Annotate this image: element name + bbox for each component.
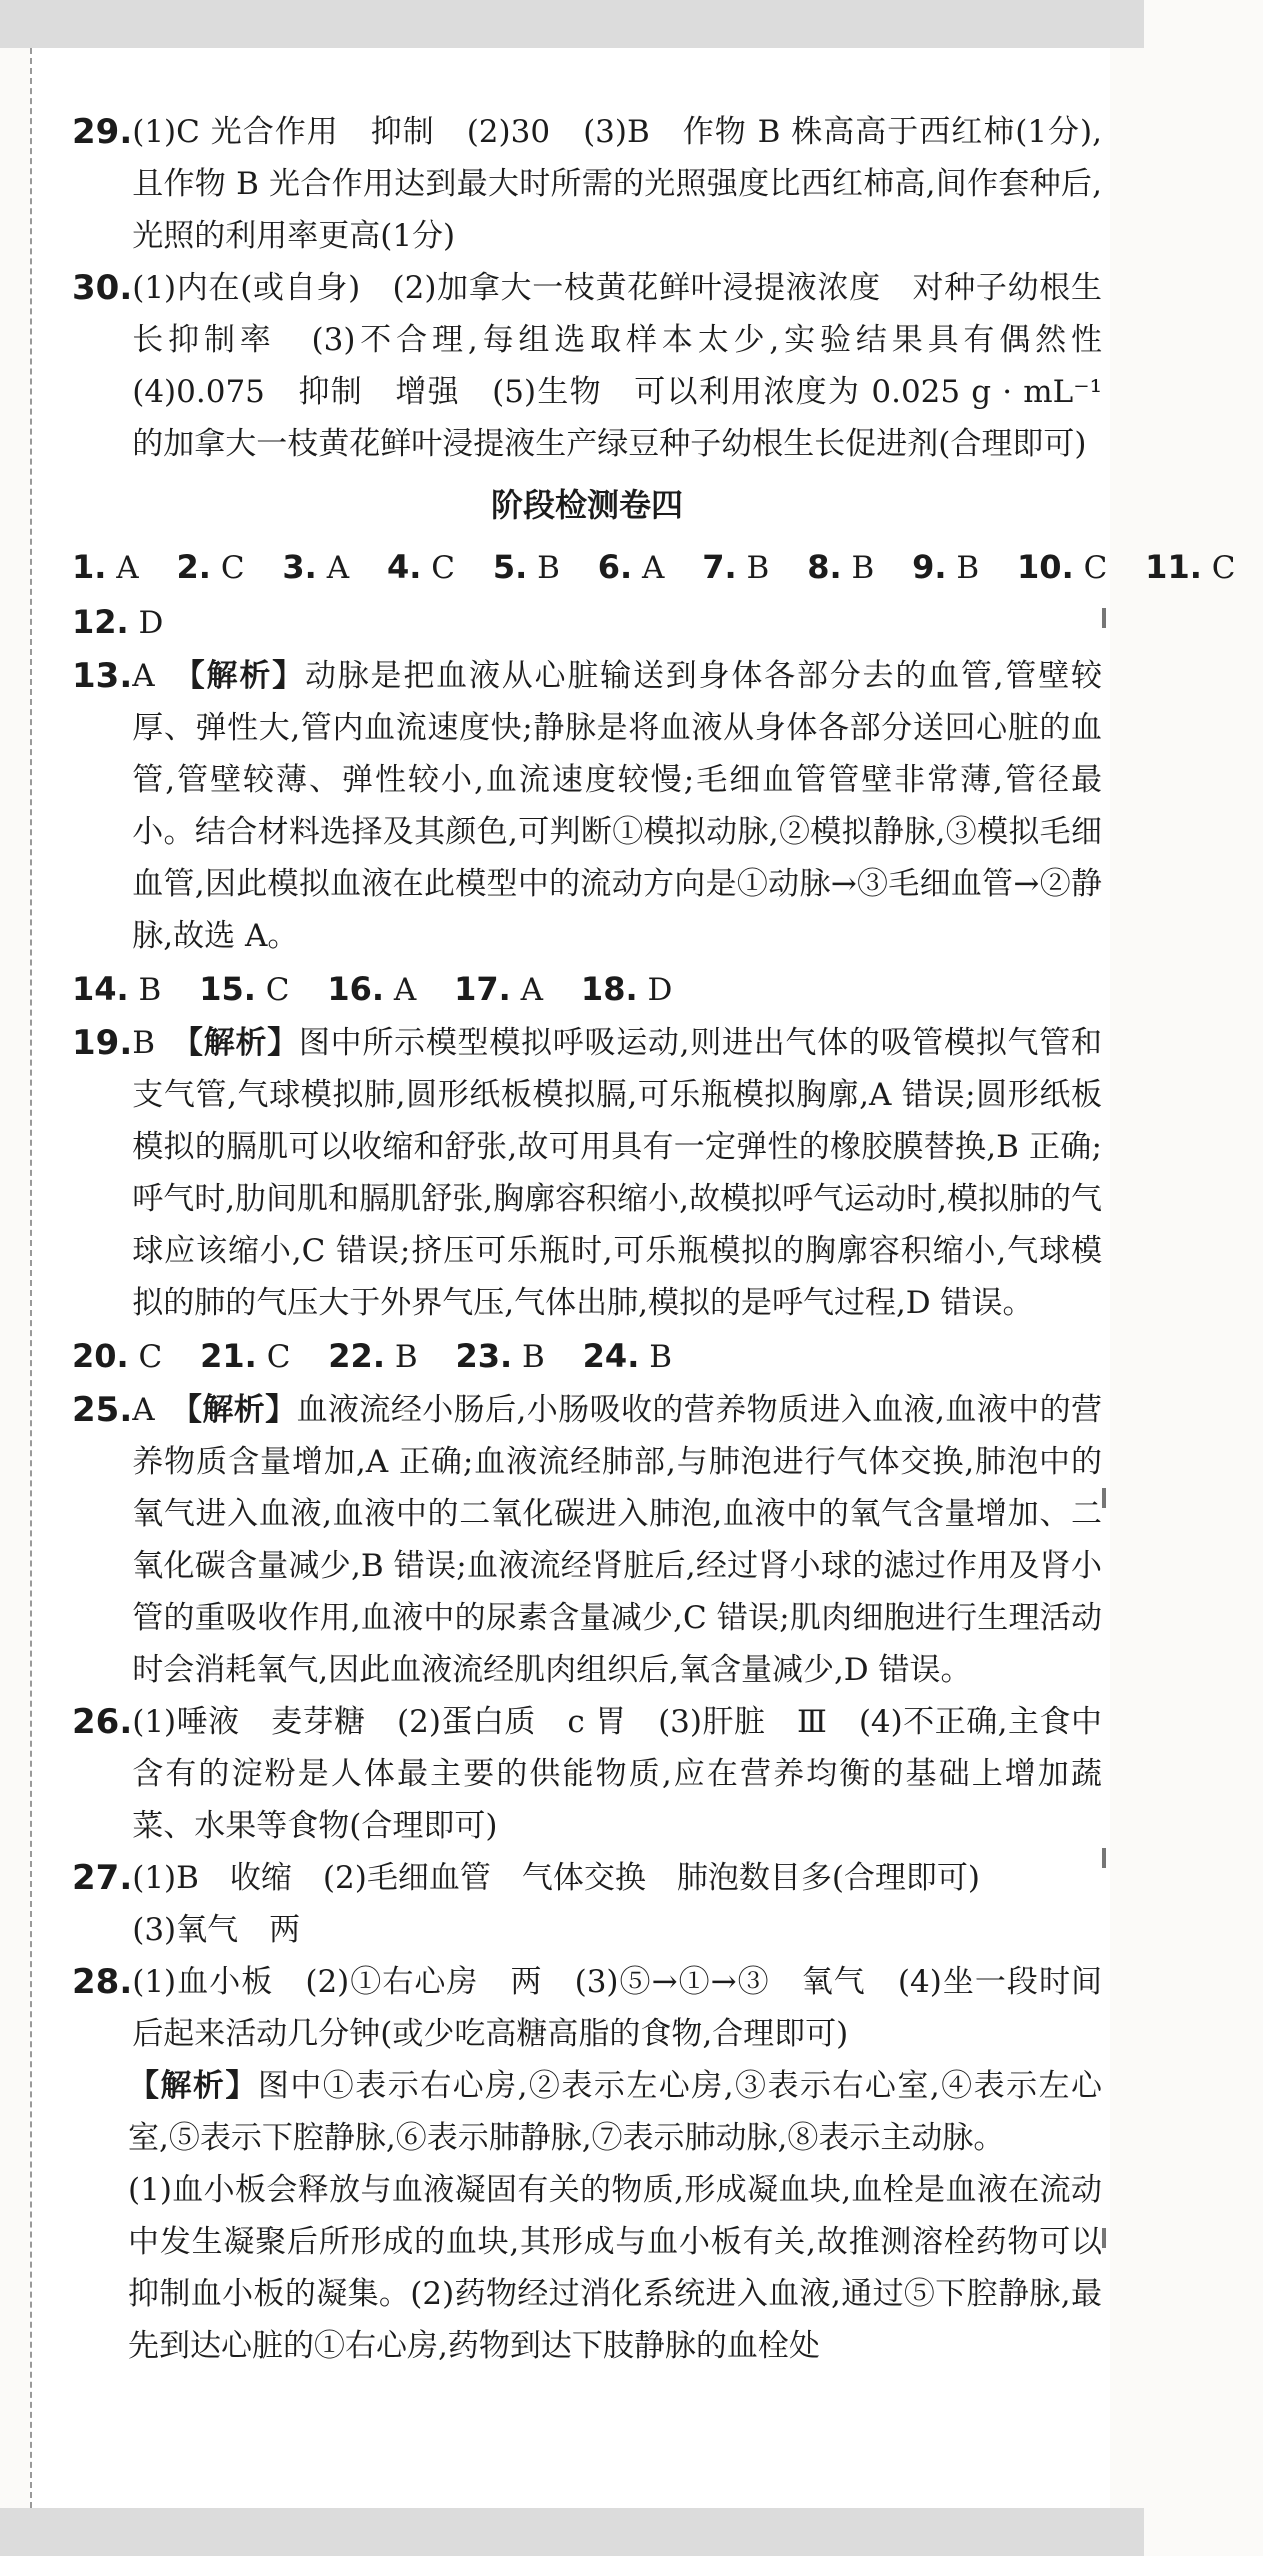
question-number: 29. bbox=[72, 112, 133, 152]
question-number: 25. bbox=[72, 1390, 133, 1430]
choice-answer: A bbox=[326, 550, 350, 586]
answer-content bbox=[72, 106, 1236, 2372]
question-number: 12. bbox=[72, 603, 129, 641]
question-number: 1. bbox=[72, 548, 107, 586]
question-number: 15. bbox=[199, 970, 256, 1008]
choice-answer: A bbox=[393, 972, 417, 1008]
question-number: 3. bbox=[282, 548, 317, 586]
choice-answer: A bbox=[642, 550, 665, 586]
mc-answers-row bbox=[72, 962, 1102, 1017]
question-number: 21. bbox=[200, 1337, 257, 1375]
choice-answer: C bbox=[138, 1339, 163, 1375]
answer-text: (1)血小板 (2)①右心房 两 (3)⑤→①→③ 氧气 (4)坐一段时间后起来活动几分钟(或少吃高糖高脂的食物,合理即可) bbox=[132, 1964, 1102, 2052]
choice-answer: B bbox=[956, 550, 980, 586]
analysis-text: 动脉是把血液从心脏输送到身体各部分去的血管,管壁较厚、弹性大,管内血流速度快;静脉是将血液从身体各部分送回心脏的血管,管壁较薄、弹性较小,血流速度较慢;毛细血管管壁非常薄,管径最小。结合材料选择及其颜色,可判断①模拟动脉,②模拟静脉,③模拟毛细血管,因此模拟血液在此模型中的流动方向是①动脉→③毛细血管→②静脉,故选 A。 bbox=[132, 658, 1103, 954]
analysis-tag: 【解析】 bbox=[189, 658, 305, 694]
question-number: 26. bbox=[72, 1702, 133, 1742]
choice-answer: C bbox=[1083, 550, 1108, 586]
section-title: 阶段检测卷四 bbox=[490, 486, 683, 524]
question-number: 8. bbox=[807, 548, 842, 586]
analysis-tag: 【解析】 bbox=[186, 1392, 297, 1428]
question-number: 16. bbox=[327, 970, 385, 1008]
question-number: 14. bbox=[72, 970, 129, 1008]
choice-answer: A bbox=[520, 972, 544, 1008]
answer-text bbox=[132, 1384, 1102, 1696]
choice-answer: D bbox=[138, 605, 164, 641]
choice-answer: B bbox=[746, 550, 770, 586]
analysis-text: 图中所示模型模拟呼吸运动,则进出气体的吸管模拟气管和支气管,气球模拟肺,圆形纸板模拟膈,可乐瓶模拟胸廓,A 错误;圆形纸板模拟的膈肌可以收缩和舒张,故可用具有一定弹性的橡胶膜替换,B 正确;呼气时,肋间肌和膈肌舒张,胸廓容积缩小,故模拟呼气运动时,模拟肺的气球应该缩小,C 错误;挤压可乐瓶时,可乐瓶模拟的胸廓容积缩小,气球模拟的肺的气压大于外界气压,气体出肺,模拟的是呼气过程,D 错误。 bbox=[132, 1025, 1103, 1321]
analysis-tag: 【解析】 bbox=[187, 1025, 299, 1061]
choice-answer: C bbox=[266, 1339, 291, 1375]
mc-answers-row bbox=[72, 595, 1102, 650]
bottom-scan-band bbox=[0, 2508, 1144, 2556]
answer-25 bbox=[72, 1384, 1102, 1696]
choice-answer: C bbox=[265, 972, 290, 1008]
choice-answer: C bbox=[1211, 550, 1236, 586]
question-number: 11. bbox=[1145, 548, 1202, 586]
question-number: 5. bbox=[492, 548, 528, 586]
choice-answer: B bbox=[649, 1339, 672, 1375]
question-number: 19. bbox=[72, 1023, 133, 1063]
choice-answer: D bbox=[647, 972, 673, 1008]
answer-line: (1)B 收缩 (2)毛细血管 气体交换 肺泡数目多(合理即可) bbox=[132, 1860, 981, 1896]
answer-text: (1)内在(或自身) (2)加拿大一枝黄花鲜叶浸提液浓度 对种子幼根生长抑制率 (3)不合理,每组选取样本太少,实验结果具有偶然性 (4)0.075 抑制 增强 (5)生物 可以利用浓度为 0.025 g · mL⁻¹ 的加拿大一枝黄花鲜叶浸提液生产绿豆种子幼根生长促进剂(合理即可) bbox=[132, 270, 1133, 462]
answer-27 bbox=[72, 1852, 1102, 1956]
choice-answer: B bbox=[537, 550, 560, 586]
question-number: 27. bbox=[72, 1858, 133, 1898]
answer-30 bbox=[72, 262, 1133, 470]
question-number: 7. bbox=[702, 548, 737, 586]
question-number: 4. bbox=[386, 548, 422, 586]
answer-line: (3)氧气 两 bbox=[132, 1912, 301, 1948]
mc-answers-row bbox=[72, 1329, 1102, 1384]
question-number: 9. bbox=[912, 548, 947, 586]
answer-26 bbox=[72, 1696, 1102, 1852]
question-number: 30. bbox=[72, 268, 133, 308]
answer-text bbox=[132, 1017, 1102, 1329]
choice-answer: C bbox=[220, 550, 245, 586]
question-number: 2. bbox=[176, 548, 211, 586]
question-number: 28. bbox=[72, 1962, 133, 2002]
choice-answer: B bbox=[394, 1339, 418, 1375]
choice-answer: B bbox=[132, 1025, 156, 1061]
question-number: 17. bbox=[454, 970, 511, 1008]
analysis-text: 图中①表示右心房,②表示左心房,③表示右心室,④表示左心室,⑤表示下腔静脉,⑥表示肺静脉,⑦表示肺动脉,⑧表示主动脉。 bbox=[128, 2068, 1103, 2156]
analysis-paragraph: (1)血小板会释放与血液凝固有关的物质,形成凝血块,血栓是血液在流动中发生凝聚后所形成的血块,其形成与血小板有关,故推测溶栓药物可以抑制血小板的凝集。(2)药物经过消化系统进入血液,通过⑤下腔静脉,最先到达心脏的①右心房,药物到达下肢静脉的血栓处 bbox=[128, 2172, 1102, 2364]
choice-answer: A bbox=[132, 1392, 155, 1428]
question-number: 24. bbox=[582, 1337, 640, 1375]
answer-text bbox=[132, 650, 1102, 962]
choice-answer: A bbox=[116, 550, 139, 586]
answer-19 bbox=[72, 1017, 1102, 1329]
answer-29 bbox=[72, 106, 1102, 262]
question-number: 20. bbox=[72, 1337, 129, 1375]
choice-answer: B bbox=[851, 550, 875, 586]
question-number: 13. bbox=[72, 656, 133, 696]
top-scan-band bbox=[0, 0, 1144, 48]
answer-text: (1)C 光合作用 抑制 (2)30 (3)B 作物 B 株高高于西红柿(1分),且作物 B 光合作用达到最大时所需的光照强度比西红柿高,间作套种后,光照的利用率更高(1分) bbox=[132, 114, 1102, 254]
question-number: 10. bbox=[1017, 548, 1074, 586]
answer-13 bbox=[72, 650, 1102, 962]
mc-answers-row bbox=[72, 540, 1236, 595]
question-number: 22. bbox=[328, 1337, 385, 1375]
choice-answer: A bbox=[132, 658, 155, 694]
choice-answer: B bbox=[522, 1339, 545, 1375]
choice-answer: B bbox=[138, 972, 162, 1008]
analysis-text: 血液流经小肠后,小肠吸收的营养物质进入血液,血液中的营养物质含量增加,A 正确;血液流经肺部,与肺泡进行气体交换,肺泡中的氧气进入血液,血液中的二氧化碳进入肺泡,血液中的氧气含量增加、二氧化碳含量减少,B 错误;血液流经肾脏后,经过肾小球的滤过作用及肾小管的重吸收作用,血液中的尿素含量减少,C 错误;肌肉细胞进行生理活动时会消耗氧气,因此血液流经肌肉组织后,氧含量减少,D 错误。 bbox=[132, 1392, 1103, 1688]
choice-answer: C bbox=[431, 550, 455, 586]
analysis-paragraph bbox=[72, 2060, 1102, 2164]
answer-text: (1)唾液 麦芽糖 (2)蛋白质 c 胃 (3)肝脏 Ⅲ (4)不正确,主食中含有的淀粉是人体最主要的供能物质,应在营养均衡的基础上增加蔬菜、水果等食物(合理即可) bbox=[132, 1704, 1102, 1844]
answer-page bbox=[30, 48, 1236, 2508]
question-number: 6. bbox=[597, 548, 633, 586]
answer-28 bbox=[72, 1956, 1102, 2060]
analysis-tag: 【解析】 bbox=[128, 2068, 258, 2104]
answer-text bbox=[132, 1852, 1102, 1956]
question-number: 18. bbox=[580, 970, 638, 1008]
question-number: 23. bbox=[455, 1337, 513, 1375]
